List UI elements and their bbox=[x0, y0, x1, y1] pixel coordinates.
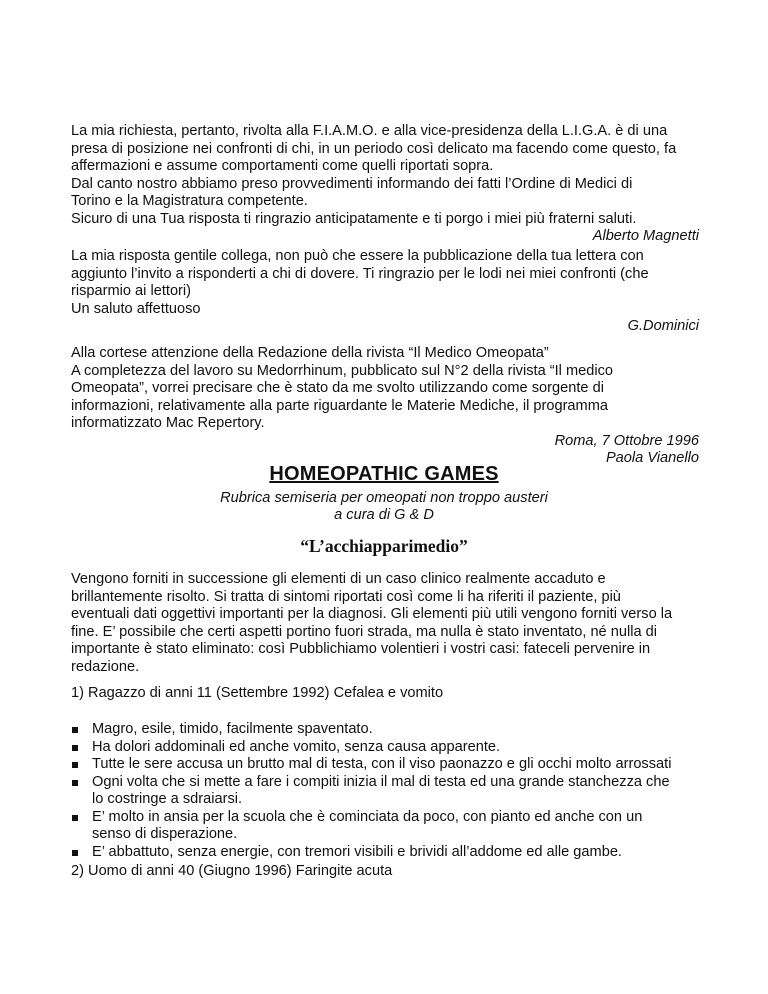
text-line: Ha dolori addominali ed anche vomito, senza causa apparente. bbox=[92, 738, 501, 755]
text-line: presa di posizione nei confronti di chi, in un periodo così delicato ma facendo come questo, fa bbox=[71, 140, 677, 157]
date-line: Roma, 7 Ottobre 1996 bbox=[554, 432, 699, 449]
text-line: aggiunto l’invito a risponderti a chi di dovere. Ti ringrazio per le lodi nei miei confronti (che bbox=[71, 265, 649, 282]
text-line: E’ molto in ansia per la scuola che è cominciata da poco, con pianto ed anche con un bbox=[92, 808, 643, 825]
list-item bbox=[71, 844, 711, 862]
case-heading: 1) Ragazzo di anni 11 (Settembre 1992) Cefalea e vomito bbox=[71, 685, 444, 701]
text-line: Ogni volta che si mette a fare i compiti inizia il mal di testa ed una grande stanchezza che bbox=[92, 773, 670, 790]
letter-paragraph bbox=[71, 345, 699, 468]
text-line: risparmio ai lettori) bbox=[71, 283, 192, 299]
text-line: Omeopata”, vorrei precisare che è stato da me svolto utilizzando come sorgente di bbox=[71, 380, 604, 396]
section-subtitle: a cura di G & D bbox=[334, 507, 434, 523]
game-title: “L’acchiapparimedio” bbox=[300, 536, 468, 556]
signature: G.Dominici bbox=[627, 318, 699, 334]
text-line: informazioni, relativamente alla parte riguardante le Materie Mediche, il programma bbox=[71, 397, 608, 414]
intro-paragraph bbox=[71, 571, 699, 676]
text-line: La mia risposta gentile collega, non può che essere la pubblicazione della tua lettera con bbox=[71, 248, 644, 264]
section-title: HOMEOPATHIC GAMES bbox=[269, 463, 499, 485]
text-line: E’ abbattuto, senza energie, con tremori visibili e brividi all’addome ed alle gambe. bbox=[92, 843, 622, 860]
list-item bbox=[71, 809, 711, 844]
text-line: Dal canto nostro abbiamo preso provvedimenti informando dei fatti l’Ordine di Medici di bbox=[71, 175, 633, 192]
text-line: Vengono forniti in successione gli elementi di un caso clinico realmente accaduto e bbox=[71, 571, 606, 587]
list-item bbox=[71, 774, 711, 809]
text-line: fine. E’ possibile che certi aspetti portino fuori strada, ma nulla è stato inventato, né nulla di bbox=[71, 623, 657, 640]
text-line: Torino e la Magistratura competente. bbox=[71, 193, 308, 209]
signature: Alberto Magnetti bbox=[592, 228, 699, 244]
text-line: La mia richiesta, pertanto, rivolta alla F.I.A.M.O. e alla vice-presidenza della L.I.G.A. è di una bbox=[71, 123, 668, 139]
reply-paragraph bbox=[71, 248, 699, 336]
text-line: A completezza del lavoro su Medorrhinum, pubblicato sul N°2 della rivista “Il medico bbox=[71, 362, 613, 379]
text-line: importante è stato eliminato: così Pubblichiamo volentieri i vostri casi: fateceli pervenire in bbox=[71, 641, 651, 657]
text-line: lo costringe a sdraiarsi. bbox=[92, 791, 243, 807]
list-item bbox=[71, 721, 711, 739]
text-line: informatizzato Mac Repertory. bbox=[71, 415, 265, 431]
text-line: brillantemente risolto. Si tratta di sintomi riportati così come li ha riferiti il paziente, più bbox=[71, 588, 621, 605]
text-line: affermazioni e assume comportamenti come quelli riportati sopra. bbox=[71, 158, 494, 174]
list-item bbox=[71, 739, 711, 757]
text-line: Un saluto affettuoso bbox=[71, 300, 201, 317]
signature: Paola Vianello bbox=[605, 450, 699, 466]
text-line: Sicuro di una Tua risposta ti ringrazio anticipatamente e ti porgo i miei più fraterni saluti. bbox=[71, 210, 637, 227]
list-item bbox=[71, 756, 711, 774]
text-line: redazione. bbox=[71, 658, 140, 675]
text-line: senso di disperazione. bbox=[92, 826, 238, 842]
case-heading: 2) Uomo di anni 40 (Giugno 1996) Faringite acuta bbox=[71, 863, 393, 879]
text-line: Tutte le sere accusa un brutto mal di testa, con il viso paonazzo e gli occhi molto arrossati bbox=[92, 756, 672, 772]
section-subtitle: Rubrica semiseria per omeopati non troppo austeri bbox=[220, 490, 548, 506]
text-line: eventuali dati oggettivi importanti per la diagnosi. Gli elementi più utili vengono forniti verso la bbox=[71, 606, 673, 622]
letter-paragraph bbox=[71, 123, 699, 246]
text-line: Magro, esile, timido, facilmente spaventato. bbox=[92, 721, 373, 737]
text-line: Alla cortese attenzione della Redazione della rivista “Il Medico Omeopata” bbox=[71, 345, 549, 361]
case-symptom-list bbox=[71, 721, 711, 861]
